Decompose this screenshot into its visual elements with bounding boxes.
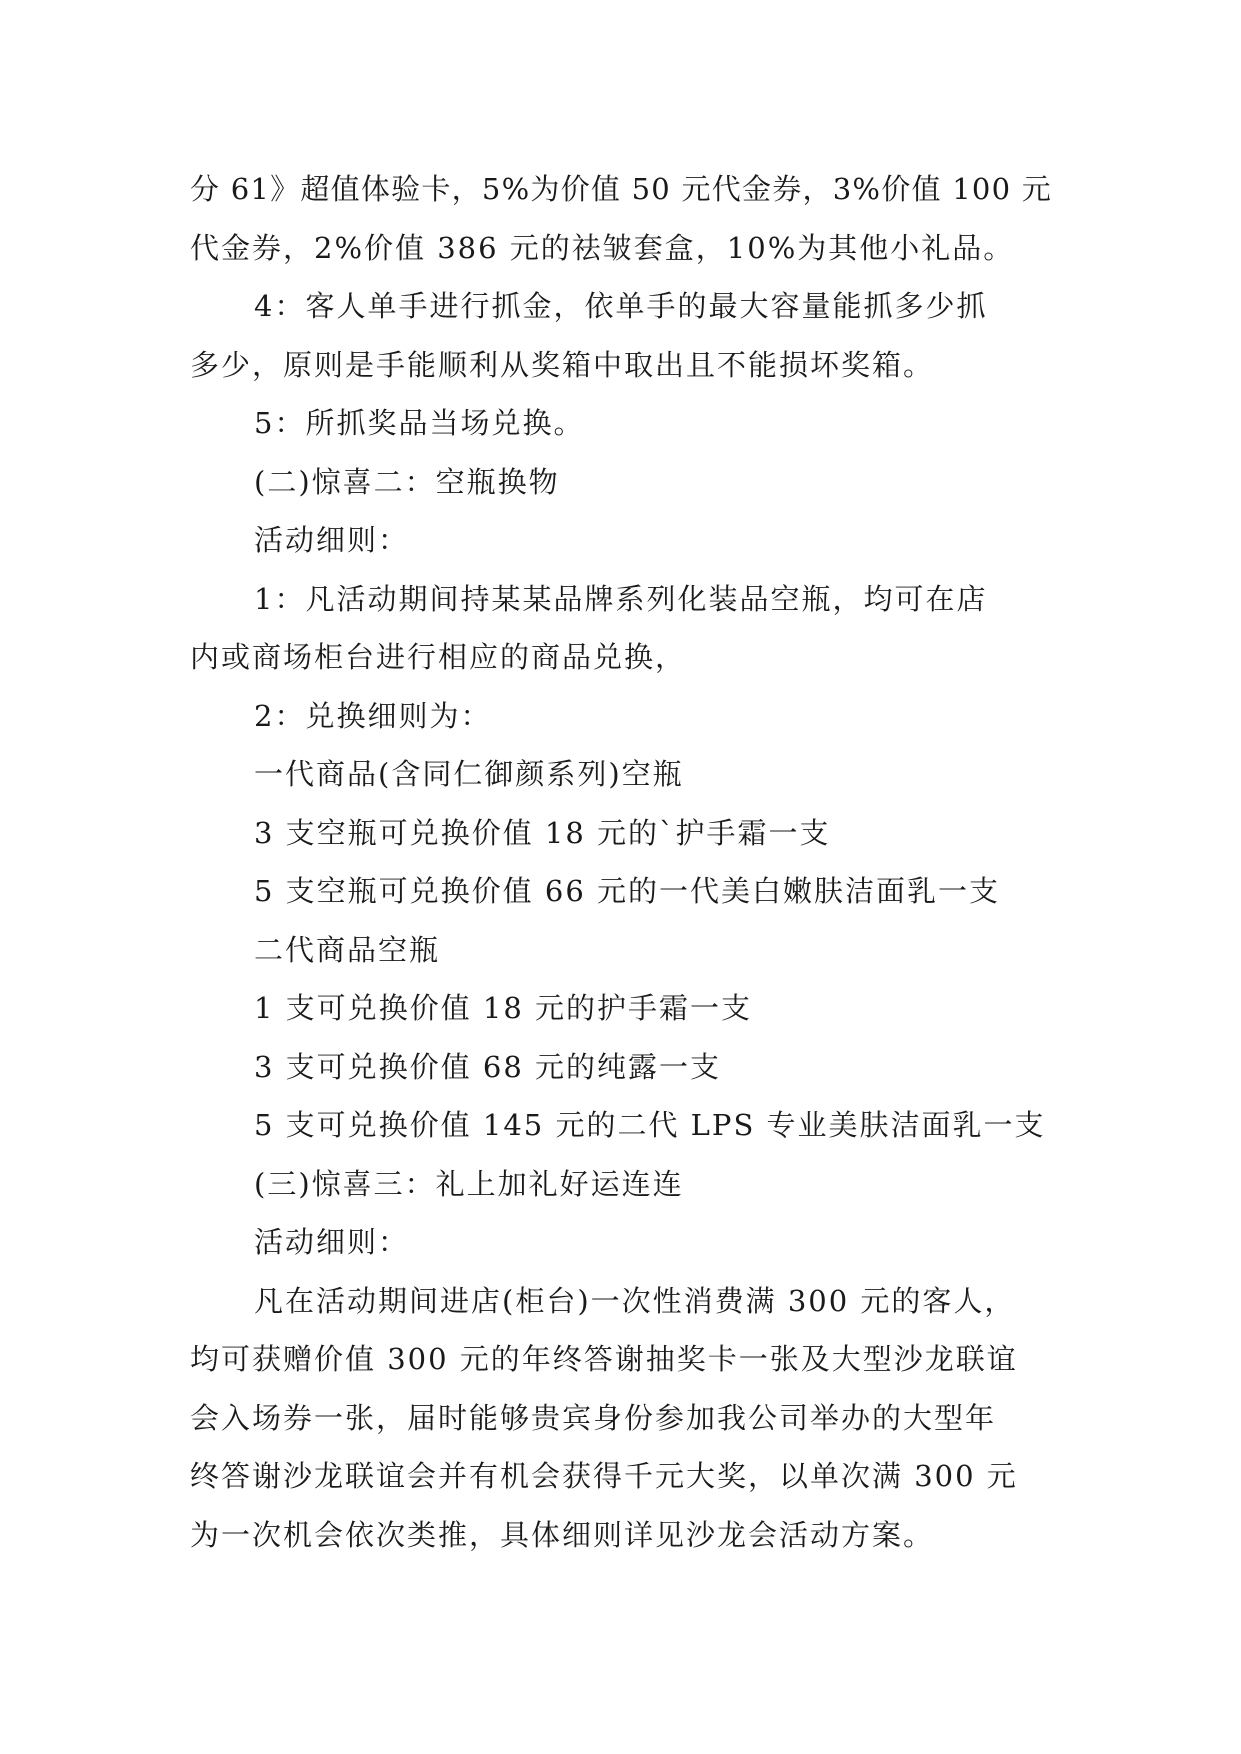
- paragraph-line: 分 61》超值体验卡，5%为价值 50 元代金券，3%价值 100 元: [190, 172, 1053, 206]
- paragraph-line: 5 支空瓶可兑换价值 66 元的一代美白嫩肤洁面乳一支: [254, 874, 1001, 908]
- paragraph-line: 4：客人单手进行抓金，依单手的最大容量能抓多少抓: [254, 289, 988, 323]
- paragraph-line: 5：所抓奖品当场兑换。: [254, 406, 585, 440]
- paragraph-line: 1 支可兑换价值 18 元的护手霜一支: [254, 991, 753, 1025]
- paragraph-line: 凡在活动期间进店(柜台)一次性消费满 300 元的客人，: [254, 1283, 1016, 1318]
- paragraph-line: 3 支空瓶可兑换价值 18 元的`护手霜一支: [254, 815, 831, 850]
- paragraph-line: 二代商品空瓶: [254, 932, 441, 967]
- paragraph-line: 5 支可兑换价值 145 元的二代 LPS 专业美肤洁面乳一支: [254, 1108, 1046, 1142]
- paragraph-line: 多少，原则是手能顺利从奖箱中取出且不能损坏奖箱。: [190, 347, 935, 382]
- subheading: 活动细则：: [254, 523, 410, 557]
- paragraph-line: 一代商品(含同仁御颜系列)空瓶: [254, 757, 684, 791]
- paragraph-line: 3 支可兑换价值 68 元的纯露一支: [254, 1049, 722, 1084]
- paragraph-line: 1：凡活动期间持某某品牌系列化装品空瓶，均可在店: [254, 581, 988, 616]
- section-heading: (二)惊喜二：空瓶换物: [254, 464, 560, 499]
- paragraph-line: 终答谢沙龙联谊会并有机会获得千元大奖，以单次满 300 元: [190, 1459, 1018, 1493]
- paragraph-line: 代金券，2%价值 386 元的祛皱套盒，10%为其他小礼品。: [190, 230, 1015, 265]
- paragraph-line: 为一次机会依次类推，具体细则详见沙龙会活动方案。: [190, 1517, 935, 1552]
- paragraph-line: 均可获赠价值 300 元的年终答谢抽奖卡一张及大型沙龙联谊: [190, 1342, 1018, 1376]
- document-page: [190, 160, 1052, 1564]
- paragraph-line: 会入场券一张，届时能够贵宾身份参加我公司举办的大型年: [190, 1400, 997, 1435]
- section-heading: (三)惊喜三：礼上加礼好运连连: [254, 1166, 684, 1201]
- paragraph-line: 内或商场柜台进行相应的商品兑换，: [190, 640, 687, 674]
- subheading: 活动细则：: [254, 1225, 410, 1259]
- paragraph-line: 2：兑换细则为：: [254, 698, 492, 733]
